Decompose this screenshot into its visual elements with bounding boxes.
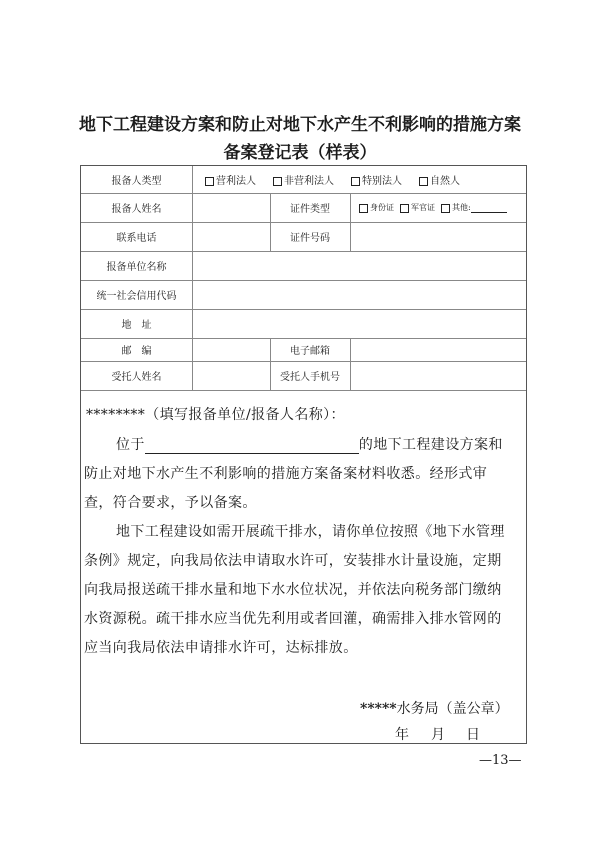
checkbox-icon[interactable] bbox=[400, 204, 409, 213]
option-natural-person[interactable] bbox=[419, 172, 460, 187]
option-label: 非营利法人 bbox=[284, 176, 334, 187]
notice-paragraph-2-line-2: 条例》规定，向我局依法申请取水许可，安装排水计量设施，定期 bbox=[84, 553, 502, 569]
phone-label: 联系电话 bbox=[116, 233, 157, 244]
option-id-card[interactable] bbox=[359, 202, 394, 213]
checkbox-icon[interactable] bbox=[419, 177, 428, 186]
notice-paragraph-1-line-3: 查，符合要求，予以备案。 bbox=[84, 495, 257, 511]
option-label: 身份证 bbox=[370, 203, 394, 212]
notice-paragraph-2-line-1: 地下工程建设如需开展疏干排水，请你单位按照《地下水管理 bbox=[116, 524, 505, 540]
date-month: 月 bbox=[431, 727, 445, 743]
notice-paragraph-1-line-1 bbox=[116, 434, 503, 454]
email-label: 电子邮箱 bbox=[290, 346, 330, 357]
applicant-name-field[interactable] bbox=[193, 194, 269, 222]
issuer-stamp-text: 水务局（盖公章） bbox=[396, 701, 509, 717]
applicant-name-label: 报备人姓名 bbox=[111, 204, 162, 215]
registration-form bbox=[80, 165, 527, 744]
agent-name-field[interactable] bbox=[193, 362, 269, 390]
option-label: 其他: bbox=[452, 203, 471, 212]
notice-paragraph-2-line-3: 向我局报送疏干排水量和地下水水位状况，并依法向税务部门缴纳 bbox=[84, 582, 502, 598]
issuer-stamp-line bbox=[360, 698, 509, 718]
notice-salutation: ********（填写报备单位/报备人名称）： bbox=[86, 407, 345, 423]
phone-field[interactable] bbox=[193, 223, 269, 251]
credit-code-field[interactable] bbox=[193, 281, 527, 309]
option-other[interactable] bbox=[441, 202, 507, 213]
agent-name-label: 受托人姓名 bbox=[111, 372, 162, 383]
document-title-line2: 备案登记表（样表） bbox=[223, 143, 377, 163]
option-label: 特别法人 bbox=[362, 176, 402, 187]
postcode-field[interactable] bbox=[193, 339, 269, 361]
p1-suffix: 的地下工程建设方案和 bbox=[358, 437, 503, 453]
option-label: 营利法人 bbox=[216, 176, 256, 187]
row-divider bbox=[81, 390, 526, 391]
option-officer-card[interactable] bbox=[400, 202, 435, 213]
checkbox-icon[interactable] bbox=[273, 177, 282, 186]
date-year: 年 bbox=[395, 727, 409, 743]
date-day: 日 bbox=[466, 727, 480, 743]
notice-paragraph-1-line-2: 防止对地下水产生不利影响的措施方案备案材料收悉。经形式审 bbox=[84, 466, 488, 482]
option-non-profit[interactable] bbox=[273, 172, 334, 187]
credit-code-label: 统一社会信用代码 bbox=[96, 291, 177, 302]
id-type-label: 证件类型 bbox=[290, 204, 330, 215]
applicant-type-label: 报备人类型 bbox=[111, 176, 162, 187]
applicant-type-options bbox=[205, 166, 477, 193]
address-label: 地 址 bbox=[121, 320, 152, 331]
id-type-options bbox=[359, 193, 513, 222]
notice-paragraph-2-line-5: 应当向我局依法申请排水许可，达标排放。 bbox=[84, 640, 358, 656]
postcode-label: 邮 编 bbox=[121, 346, 152, 357]
agent-phone-label: 受托人手机号 bbox=[280, 372, 340, 383]
id-number-label: 证件号码 bbox=[290, 233, 330, 244]
p1-prefix: 位于 bbox=[116, 437, 145, 453]
page-number: —13— bbox=[479, 753, 522, 768]
document-title-line1: 地下工程建设方案和防止对地下水产生不利影响的措施方案 bbox=[79, 115, 521, 135]
option-for-profit[interactable] bbox=[205, 172, 256, 187]
other-blank-line[interactable] bbox=[471, 203, 507, 213]
checkbox-icon[interactable] bbox=[359, 204, 368, 213]
notice-paragraph-2-line-4: 水资源税。疏干排水应当优先利用或者回灌，确需排入排水管网的 bbox=[84, 611, 502, 627]
agent-phone-field[interactable] bbox=[351, 362, 527, 390]
email-field[interactable] bbox=[351, 339, 527, 361]
option-special-legal[interactable] bbox=[351, 172, 402, 187]
address-field[interactable] bbox=[193, 310, 527, 338]
issuer-name-placeholder: ***** bbox=[360, 701, 397, 717]
checkbox-icon[interactable] bbox=[441, 204, 450, 213]
location-blank-line[interactable] bbox=[145, 439, 359, 454]
unit-name-field[interactable] bbox=[193, 252, 527, 280]
checkbox-icon[interactable] bbox=[351, 177, 360, 186]
checkbox-icon[interactable] bbox=[205, 177, 214, 186]
id-number-field[interactable] bbox=[351, 223, 527, 251]
option-label: 军官证 bbox=[411, 203, 435, 212]
option-label: 自然人 bbox=[430, 176, 460, 187]
unit-name-label: 报备单位名称 bbox=[106, 262, 167, 273]
